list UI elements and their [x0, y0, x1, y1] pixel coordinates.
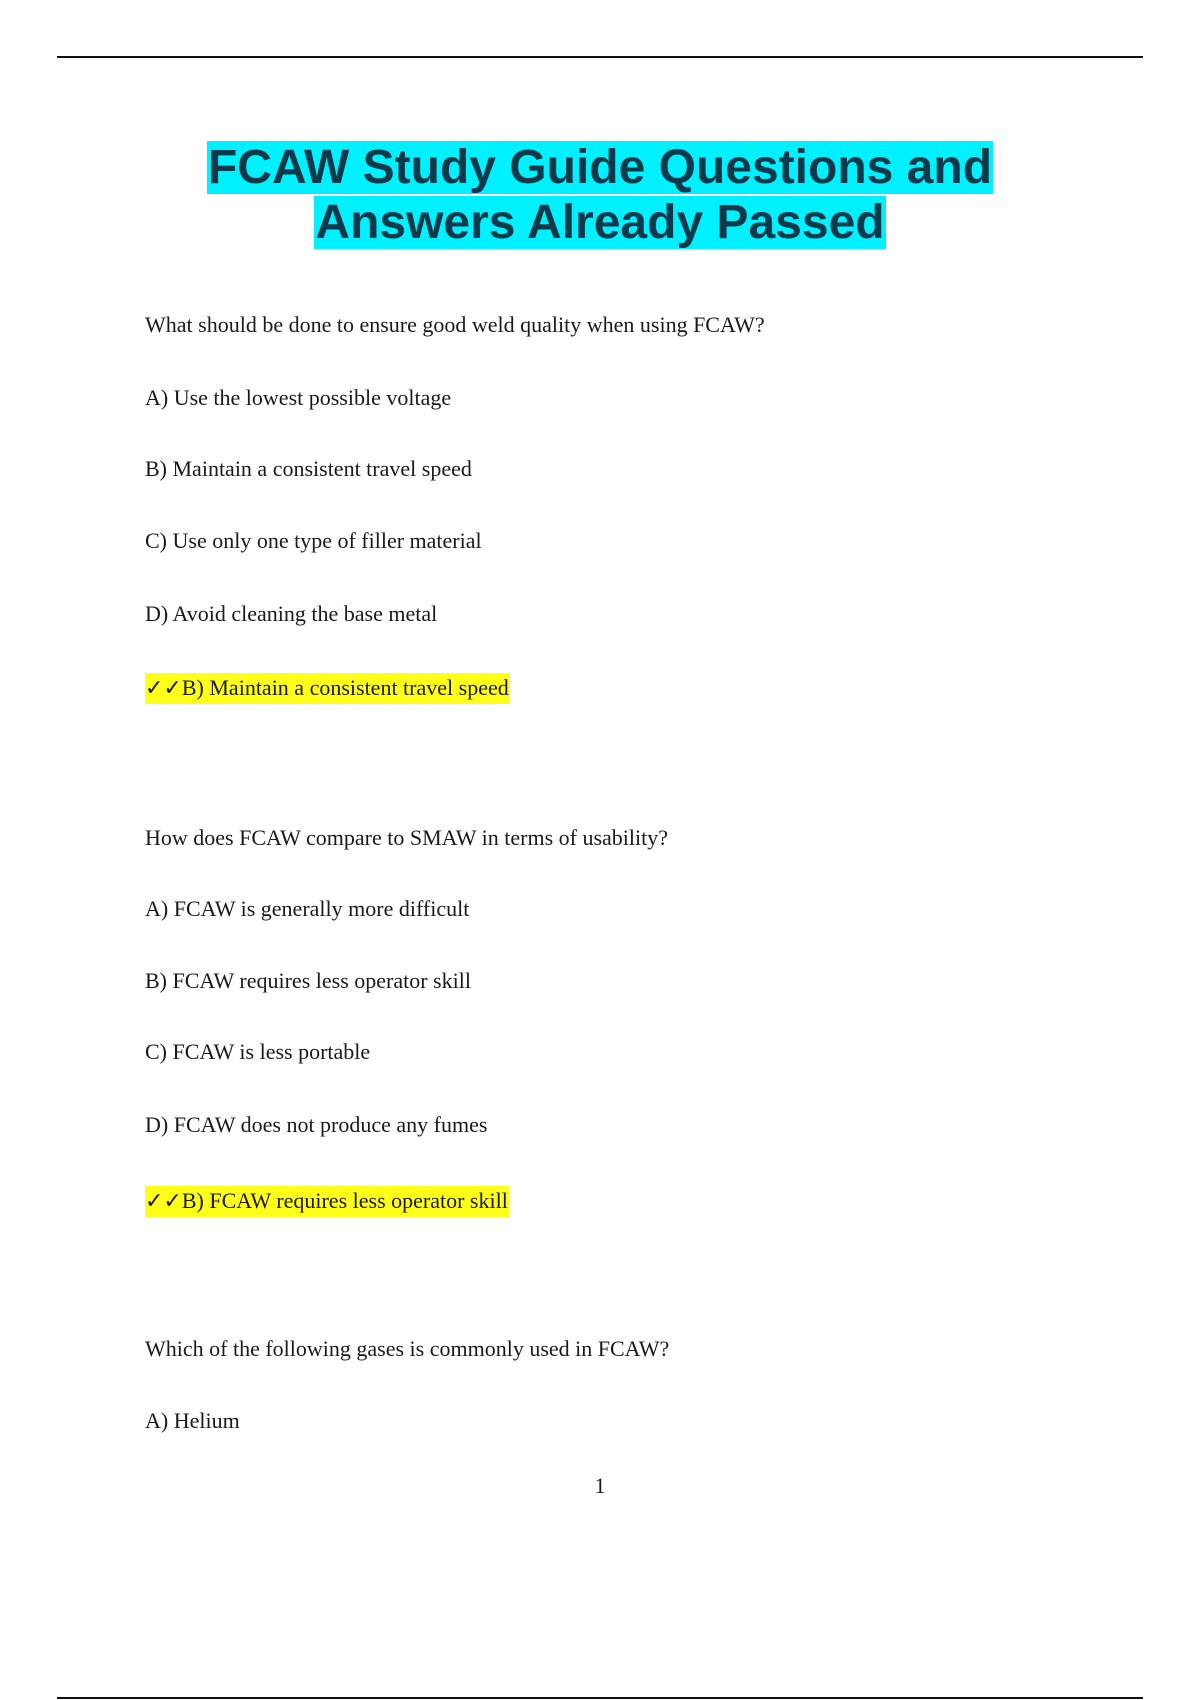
question-1-option-d: D) Avoid cleaning the base metal — [145, 601, 438, 626]
question-2-answer-text: B) FCAW requires less operator skill — [181, 1188, 508, 1213]
question-1-answer — [145, 675, 510, 702]
title-line-1: FCAW Study Guide Questions and — [207, 141, 993, 194]
document-title — [0, 140, 1200, 250]
double-check-icon: ✓✓ — [145, 676, 182, 701]
page-number: 1 — [594, 1473, 606, 1498]
footer-rule — [57, 1697, 1143, 1699]
double-check-icon: ✓✓ — [145, 1189, 182, 1214]
question-2-option-a: A) FCAW is generally more difficult — [145, 896, 470, 921]
title-line-2: Answers Already Passed — [315, 196, 885, 249]
question-2-option-c: C) FCAW is less portable — [145, 1039, 371, 1064]
question-1-answer-text: B) Maintain a consistent travel speed — [181, 675, 509, 700]
question-2-answer — [145, 1188, 509, 1215]
question-2-option-b: B) FCAW requires less operator skill — [145, 968, 471, 993]
question-2-text: How does FCAW compare to SMAW in terms of usability? — [145, 825, 668, 850]
question-3-option-a: A) Helium — [145, 1408, 240, 1433]
question-3-text: Which of the following gases is commonly used in FCAW? — [145, 1336, 670, 1361]
question-1-option-c: C) Use only one type of filler material — [145, 528, 482, 553]
question-1-option-b: B) Maintain a consistent travel speed — [145, 456, 472, 481]
question-1-text: What should be done to ensure good weld quality when using FCAW? — [145, 312, 765, 337]
header-rule — [57, 56, 1143, 58]
question-2-option-d: D) FCAW does not produce any fumes — [145, 1112, 488, 1137]
question-1-option-a: A) Use the lowest possible voltage — [145, 385, 452, 410]
